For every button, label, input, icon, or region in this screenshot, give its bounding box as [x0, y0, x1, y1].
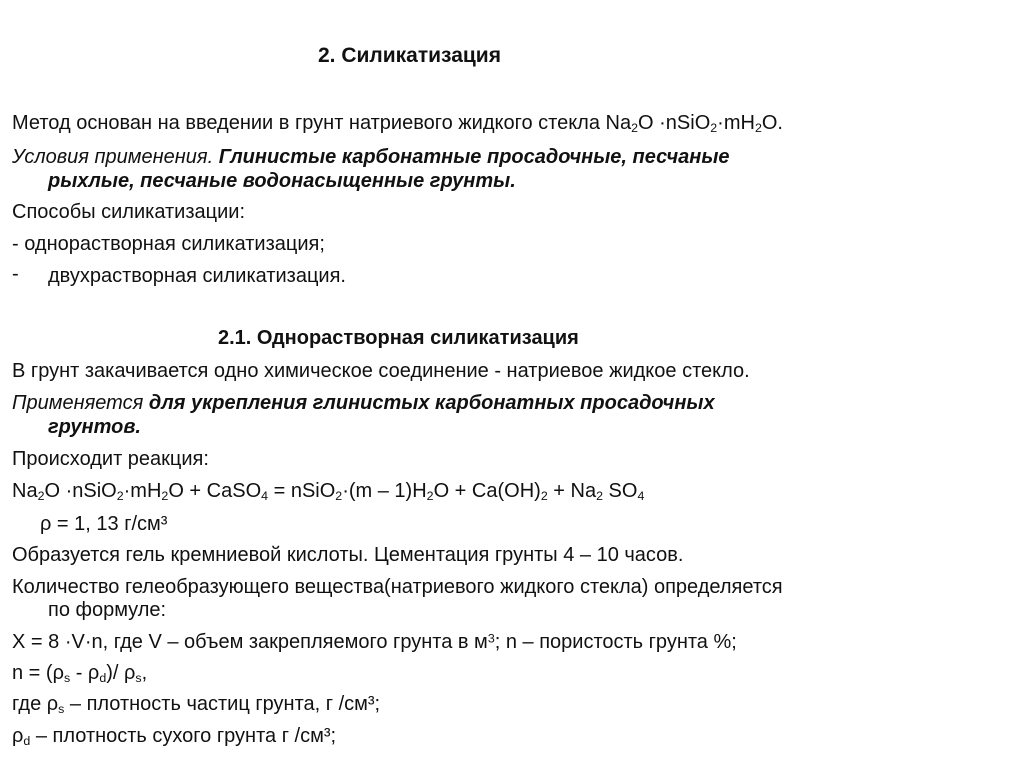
list-item — [12, 232, 325, 256]
conditions-text: Глинистые карбонатные просадочные, песчаные — [218, 146, 730, 168]
quantity-text: Количество гелеобразующего вещества(натриевого жидкого стекла) определяется — [12, 576, 783, 598]
quantity-text-cont: по формуле: — [48, 599, 167, 621]
glass-formula: $Na_2O$ $\cdot nSiO_2\cdot mH_2O$. — [605, 112, 783, 136]
conditions-text-cont: рыхлые, песчаные водонасыщенные грунты. — [48, 170, 516, 192]
page-title: 2. Силикатизация — [318, 44, 501, 67]
list-item — [12, 262, 19, 286]
list-item-text: однорастворная силикатизация; — [24, 233, 325, 255]
reaction-label: Происходит реакция: — [12, 448, 209, 470]
conditions-line — [12, 145, 730, 169]
definition-rho-d: $\rho_d$ – плотность сухого грунта г /см³; — [12, 725, 337, 749]
section-subtitle: 2.1. Однорастворная силикатизация — [218, 327, 579, 349]
conditions-label: Условия применения. — [12, 146, 214, 168]
definition-rho-s: где $\rho_s$ – плотность частиц грунта, г /см³; — [12, 693, 381, 717]
applied-text-cont: грунтов. — [48, 416, 141, 438]
list-bullet: - — [12, 263, 19, 285]
density-value: ρ = 1, 13 г/см³ — [40, 513, 168, 535]
methods-heading: Способы силикатизации: — [12, 201, 245, 223]
method-line — [12, 111, 783, 135]
applied-label: Применяется — [12, 392, 144, 414]
gel-text: Образуется гель кремниевой кислоты. Цементация грунты 4 – 10 часов. — [12, 544, 684, 566]
list-item-text: двухрастворная силикатизация. — [48, 265, 346, 287]
method-text: Метод основан на введении в грунт натриевого жидкого стекла — [12, 112, 600, 134]
pumped-text: В грунт закачивается одно химическое соединение - натриевое жидкое стекло. — [12, 360, 750, 382]
reaction-equation: $Na_2O$ $\cdot nSiO_2\cdot mH_2O$ + CaSO$_4$ = nSiO$_2$·(m – $1)H_2O + Ca(OH)_2 + Na_2$ $SO_4$ — [12, 480, 645, 504]
formula-x: X = 8 ·V·n, где V – объем закрепляемого грунта в $м^3$; n – пористость грунта %; — [12, 631, 737, 653]
applied-text: для укрепления глинистых карбонатных просадочных — [148, 392, 715, 414]
formula-n: $n = (\rho_s - \rho_d)/$ $\rho_s$, — [12, 662, 148, 686]
applied-line — [12, 391, 715, 415]
list-bullet: - — [12, 233, 19, 255]
